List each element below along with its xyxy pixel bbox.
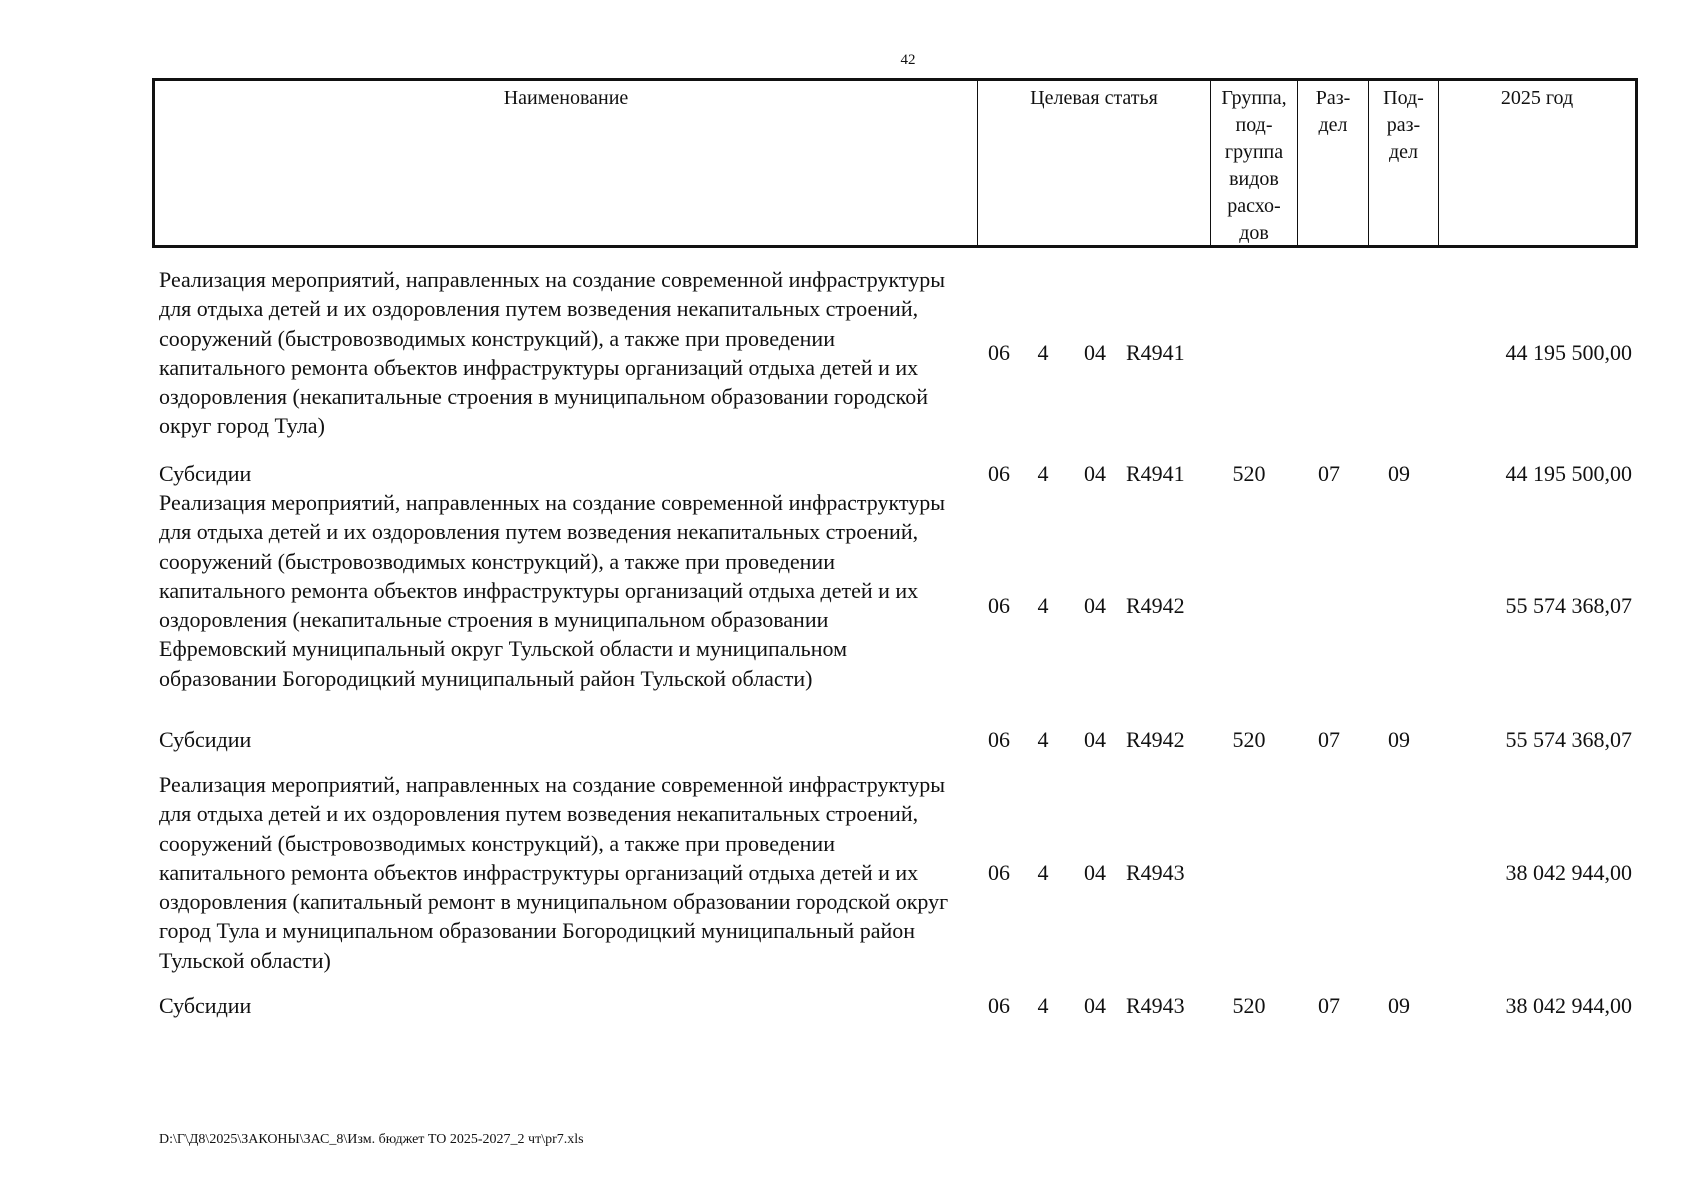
header-subsection-line: дел [1388, 141, 1419, 163]
row-expense-group: 520 [1232, 461, 1266, 486]
row-target-subprogram: 4 [1037, 727, 1049, 752]
row-section: 07 [1318, 727, 1340, 752]
header-year: 2025 год [1500, 87, 1574, 109]
row-target-subprogram: 4 [1037, 340, 1049, 365]
header-expense-group-line: группа [1224, 141, 1284, 163]
table-header [152, 78, 1638, 248]
row-amount: 38 042 944,00 [1505, 993, 1632, 1018]
page-number: 42 [900, 52, 916, 68]
row-name: Субсидии [159, 461, 252, 486]
header-section-line: Раз- [1315, 87, 1351, 109]
row-amount: 44 195 500,00 [1505, 461, 1632, 486]
row-target-code: R4942 [1126, 727, 1185, 752]
row-amount: 44 195 500,00 [1505, 340, 1632, 365]
row-target-code: R4943 [1126, 993, 1185, 1018]
row-amount: 55 574 368,07 [1505, 593, 1632, 618]
row-target-program: 06 [988, 340, 1010, 365]
row-subsection: 09 [1388, 993, 1410, 1018]
row-subsection: 09 [1388, 461, 1410, 486]
header-expense-group-line: Группа, [1221, 87, 1287, 109]
row-target-event: 04 [1084, 860, 1106, 885]
header-expense-group [1211, 81, 1298, 245]
row-target-event: 04 [1084, 727, 1106, 752]
row-target-event: 04 [1084, 340, 1106, 365]
row-target-code: R4943 [1126, 860, 1185, 885]
row-subsection: 09 [1388, 727, 1410, 752]
row-name: Субсидии [159, 727, 252, 752]
row-name: Реализация мероприятий, направленных на создание современной инфраструктуры для отдыха детей и их оздоровления путем возведения некапитальных строений, сооружений (быстровозводимых конструкций), а также при проведении капитального ремонта объектов инфраструктуры организаций отдыха детей и их оздоровления (некапитальные строения в муниципальном образовании Ефремовский муниципальный округ Тульской области и муниципальном образовании Богородицкий муниципальный район Тульской области) [159, 490, 945, 691]
row-target-subprogram: 4 [1037, 461, 1049, 486]
row-target-program: 06 [988, 461, 1010, 486]
row-target-event: 04 [1084, 993, 1106, 1018]
row-amount: 38 042 944,00 [1505, 860, 1632, 885]
row-target-program: 06 [988, 860, 1010, 885]
row-name: Реализация мероприятий, направленных на создание современной инфраструктуры для отдыха детей и их оздоровления путем возведения некапитальных строений, сооружений (быстровозводимых конструкций), а также при проведении капитального ремонта объектов инфраструктуры организаций отдыха детей и их оздоровления (капитальный ремонт в муниципальном образовании городской округ город Тула и муниципальном образовании Богородицкий муниципальный район Тульской области) [159, 772, 949, 973]
row-section: 07 [1318, 993, 1340, 1018]
row-expense-group: 520 [1232, 993, 1266, 1018]
row-target-subprogram: 4 [1037, 593, 1049, 618]
row-target-code: R4942 [1126, 593, 1185, 618]
row-target-program: 06 [988, 727, 1010, 752]
header-subsection-line: раз- [1386, 114, 1421, 136]
row-expense-group: 520 [1232, 727, 1266, 752]
row-section: 07 [1318, 461, 1340, 486]
header-target-article: Целевая статья [978, 81, 1211, 245]
header-expense-group-line: дов [1239, 222, 1269, 244]
header-name: Наименование [155, 81, 978, 245]
row-name: Реализация мероприятий, направленных на создание современной инфраструктуры для отдыха детей и их оздоровления путем возведения некапитальных строений, сооружений (быстровозводимых конструкций), а также при проведении капитального ремонта объектов инфраструктуры организаций отдыха детей и их оздоровления (некапитальные строения в муниципальном образовании городской округ город Тула) [159, 267, 945, 439]
row-target-event: 04 [1084, 593, 1106, 618]
header-section-line: дел [1318, 114, 1348, 136]
row-amount: 55 574 368,07 [1505, 727, 1632, 752]
row-target-code: R4941 [1126, 461, 1185, 486]
header-subsection-line: Под- [1383, 87, 1424, 109]
header-section [1298, 81, 1369, 245]
row-target-subprogram: 4 [1037, 993, 1049, 1018]
row-target-program: 06 [988, 593, 1010, 618]
row-target-subprogram: 4 [1037, 860, 1049, 885]
row-target-event: 04 [1084, 461, 1106, 486]
footer-file-path: D:\Г\Д8\2025\ЗАКОНЫ\ЗАС_8\Изм. бюджет ТО 2025-2027_2 чт\pr7.xls [159, 1132, 584, 1147]
row-target-code: R4941 [1126, 340, 1185, 365]
row-target-program: 06 [988, 993, 1010, 1018]
header-subsection [1369, 81, 1439, 245]
header-expense-group-line: видов [1229, 168, 1279, 190]
header-expense-group-line: под- [1235, 114, 1273, 136]
row-name: Субсидии [159, 993, 252, 1018]
header-expense-group-line: расхо- [1227, 195, 1281, 217]
